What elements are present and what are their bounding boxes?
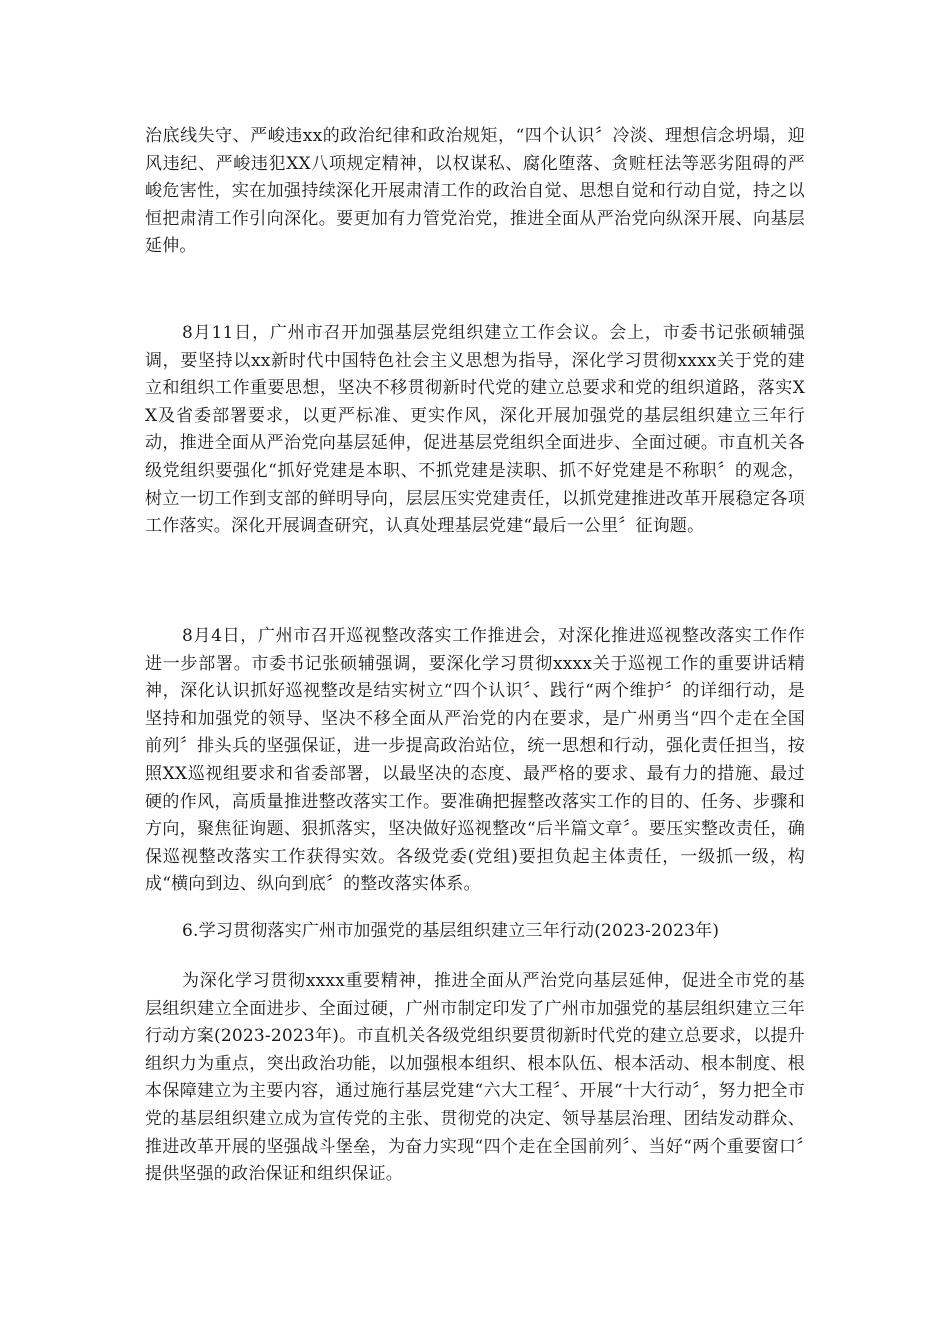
- section-heading: 6.学习贯彻落实广州市加强党的基层组织建立三年行动(2023-2023年): [182, 921, 720, 941]
- body-paragraph: 治底线失守、严峻违xx的政治纪律和政治规矩，“四个认识〞冷淡、理想信念坍塌，迎风违纪、严峻违犯XX八项规定精神，以权谋私、腐化堕落、贪赃枉法等恶劣阻碍的严峻危害性，实在加强持续深化开展肃清工作的政治自觉、思想自觉和行动自觉，持之以恒把肃清工作引向深化。要更加有力管党治党，推进全面从严治党向纵深开展、向基层延伸。: [145, 126, 805, 257]
- body-paragraph: 8月4日，广州市召开巡视整改落实工作推进会，对深化推进巡视整改落实工作作进一步部署。市委书记张硕辅强调，要深化学习贯彻xxxx关于巡视工作的重要讲话精神，深化认识抓好巡视整改是结实树立“四个认识〞、践行“两个维护〞的详细行动，是坚持和加强党的领导、坚决不移全面从严治党的内在要求，是广州勇当“四个走在全国前列〞排头兵的坚强保证，进一步提高政治站位，统一思想和行动，强化责任担当，按照XX巡视组要求和省委部署，以最坚决的态度、最严格的要求、最有力的措施、最过硬的作风，高质量推进整改落实工作。要准确把握整改落实工作的目的、任务、步骤和方向，聚焦征询题、狠抓落实，坚决做好巡视整改“后半篇文章〞。要压实整改责任，确保巡视整改落实工作获得实效。各级党委(党组)要担负起主体责任，一级抓一级，构成“横向到边、纵向到底〞的整改落实体系。: [145, 626, 805, 895]
- body-paragraph: 8月11日，广州市召开加强基层党组织建立工作会议。会上，市委书记张硕辅强调，要坚持以xx新时代中国特色社会主义思想为指导，深化学习贯彻xxxx关于党的建立和组织工作重要思想，坚决不移贯彻新时代党的建立总要求和党的组织道路，落实XX及省委部署要求，以更严标准、更实作风，深化开展加强党的基层组织建立三年行动，推进全面从严治党向基层延伸，促进基层党组织全面进步、全面过硬。市直机关各级党组织要强化“抓好党建是本职、不抓党建是渎职、抓不好党建是不称职〞的观念，树立一切工作到支部的鲜明导向，层层压实党建责任，以抓党建推进改革开展稳定各项工作落实。深化开展调查研究，认真处理基层党建“最后一公里〞征询题。: [145, 323, 805, 537]
- body-paragraph: 为深化学习贯彻xxxx重要精神，推进全面从严治党向基层延伸，促进全市党的基层组织建立全面进步、全面过硬，广州市制定印发了广州市加强党的基层组织建立三年行动方案(2023-2023年)。市直机关各级党组织要贯彻新时代党的建立总要求，以提升组织力为重点，突出政治功能，以加强根本组织、根本队伍、根本活动、根本制度、根本保障建立为主要内容，通过施行基层党建“六大工程〞、开展“十大行动〞，努力把全市党的基层组织建立成为宣传党的主张、贯彻党的决定、领导基层治理、团结发动群众、推进改革开展的坚强战斗堡垒，为奋力实现“四个走在全国前列〞、当好“两个重要窗口〞提供坚强的政治保证和组织保证。: [145, 971, 805, 1185]
